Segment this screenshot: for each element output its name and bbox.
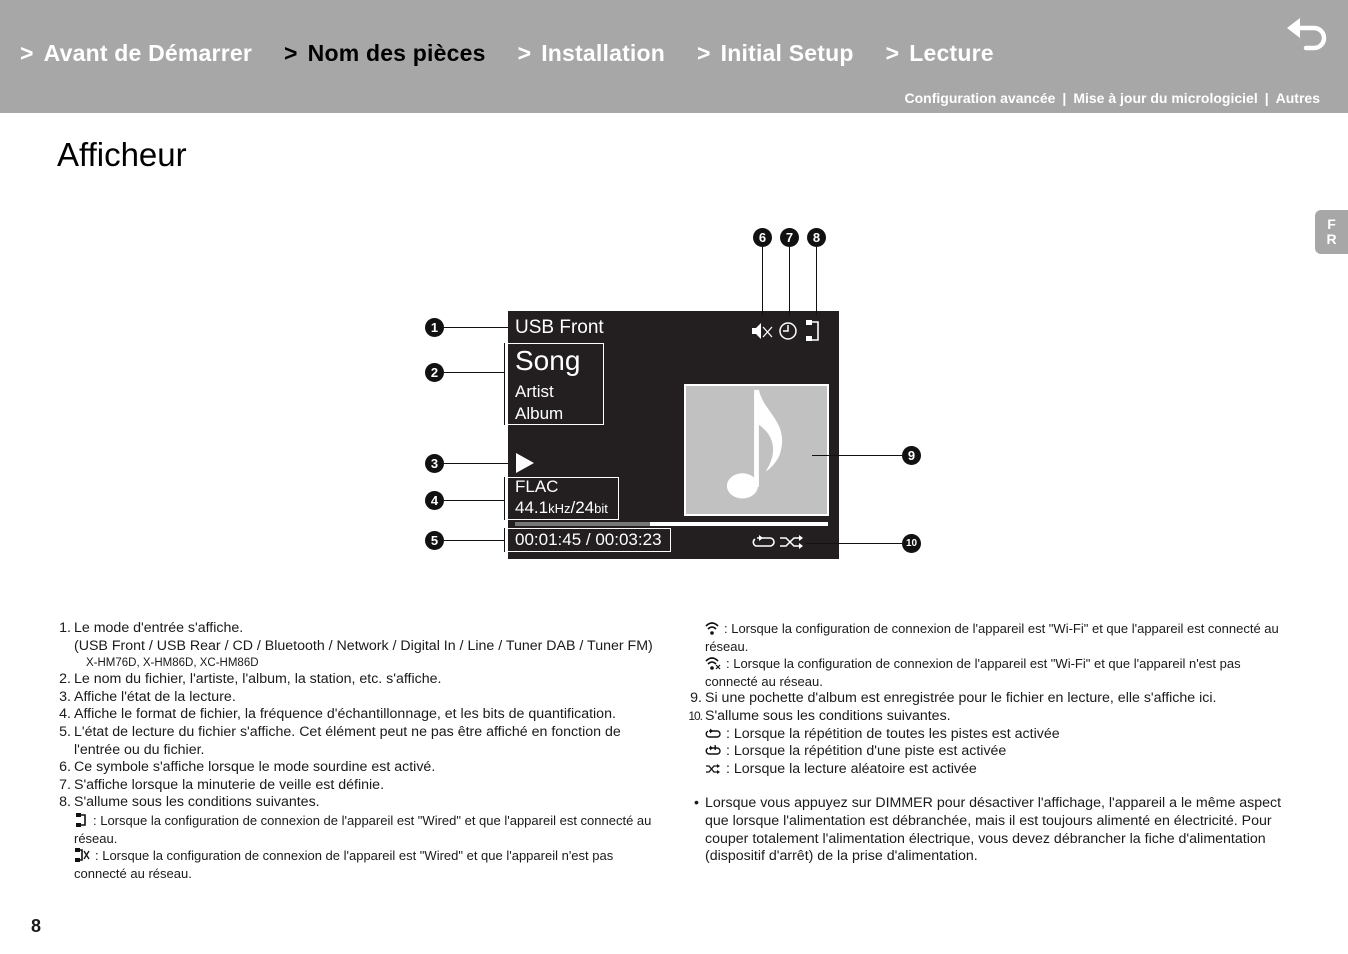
repeat-icon — [753, 535, 774, 546]
bits-separator: / — [570, 498, 576, 517]
repeat-all-note — [688, 726, 1288, 744]
list-item — [57, 689, 667, 707]
item-number: 8. — [59, 794, 71, 811]
subnav-separator: | — [1062, 90, 1067, 106]
bullet-note — [688, 795, 1288, 865]
leader-line — [812, 455, 902, 456]
leader-line — [444, 463, 508, 464]
subnav-autres[interactable]: Autres — [1275, 90, 1320, 106]
page-title: Afficheur — [57, 136, 187, 173]
note-text: : Lorsque la configuration de connexion de l'appareil est "Wi-Fi" et que l'appareil n'est pas connecté au réseau. — [705, 656, 1241, 689]
callout-2: 2 — [425, 363, 444, 382]
nav-installation[interactable] — [518, 40, 665, 67]
item-text: Le nom du fichier, l'artiste, l'album, la station, etc. s'affiche. — [74, 671, 442, 688]
item-number: 6. — [59, 759, 71, 776]
bits-unit: bit — [594, 501, 608, 516]
callout-4: 4 — [425, 491, 444, 510]
music-note-icon — [686, 386, 827, 514]
song-text: Song — [515, 345, 581, 376]
item-number: 1. — [59, 620, 71, 636]
format-bracket — [505, 477, 619, 520]
note-text: : Lorsque la configuration de connexion de l'appareil est "Wired" et que l'appareil est connecté au réseau. — [74, 812, 652, 846]
leader-bracket — [504, 343, 505, 425]
play-icon — [516, 453, 534, 473]
artist-text: Artist — [515, 382, 554, 401]
leader-line — [806, 543, 902, 544]
return-arrow-icon[interactable] — [1284, 14, 1330, 52]
leader-line — [789, 247, 790, 315]
mute-icon — [752, 323, 772, 339]
wired-disconnected-note — [57, 847, 667, 882]
list-item — [57, 794, 667, 812]
leader-line — [444, 372, 504, 373]
top-nav — [20, 40, 994, 67]
callout-7: 7 — [780, 228, 799, 247]
status-icons — [750, 320, 830, 342]
bottom-icons — [752, 534, 806, 550]
item-text: Le mode d'entrée s'affiche. — [74, 620, 244, 636]
nav-label: Avant de Démarrer — [43, 40, 252, 66]
input-mode-text: USB Front — [515, 317, 604, 338]
list-item — [57, 620, 667, 655]
note-text: : Lorsque la configuration de connexion de l'appareil est "Wi-Fi" et que l'appareil est connecté au réseau. — [705, 621, 1279, 654]
list-item — [57, 671, 667, 689]
list-item — [688, 708, 1288, 726]
leader-line — [762, 247, 763, 315]
leader-bracket — [504, 528, 505, 552]
model-note: X-HM76D, X-HM86D, XC-HM86D — [86, 657, 259, 670]
wifi-icon — [705, 621, 719, 635]
nav-prefix: > — [284, 40, 298, 66]
album-text: Album — [515, 404, 564, 423]
sub-nav — [905, 90, 1321, 106]
callout-10: 10 — [902, 534, 921, 553]
info-bracket — [505, 343, 604, 425]
nav-initial-setup[interactable] — [697, 40, 854, 67]
note-text: : Lorsque la configuration de connexion de l'appareil est "Wired" et que l'appareil n'est pas connecté au réseau. — [74, 848, 614, 881]
item-number: 4. — [59, 706, 71, 723]
repeat-one-note — [688, 743, 1288, 761]
progress-fill — [515, 522, 650, 526]
nav-label: Lecture — [909, 40, 994, 66]
left-column — [57, 620, 667, 882]
item-text: L'état de lecture du fichier s'affiche. Cet élément peut ne pas être affiché en fonction de l'entrée ou du fichier. — [74, 723, 621, 758]
time-text: 00:01:45 / 00:03:23 — [515, 530, 662, 549]
nav-prefix: > — [20, 40, 34, 66]
wired-network-icon — [74, 813, 88, 827]
page-number: 8 — [31, 916, 42, 936]
item-text: S'allume sous les conditions suivantes. — [705, 707, 951, 724]
list-item — [57, 777, 667, 795]
item-text: S'allume sous les conditions suivantes. — [74, 794, 320, 811]
callout-8: 8 — [807, 228, 826, 247]
item-text: (USB Front / USB Rear / CD / Bluetooth / Network / Digital In / Line / Tuner DAB / Tuner FM) — [74, 637, 653, 654]
nav-prefix: > — [517, 40, 532, 66]
item-text: S'affiche lorsque la minuterie de veille est définie. — [74, 776, 385, 793]
item-number: 7. — [59, 776, 71, 793]
note-text: : Lorsque la répétition de toutes les pistes est activée — [726, 725, 1060, 742]
subnav-separator: | — [1264, 90, 1269, 106]
list-item — [57, 724, 667, 759]
leader-line — [444, 540, 504, 541]
album-art — [684, 384, 829, 516]
callout-9: 9 — [902, 446, 921, 465]
bullet-text: Lorsque vous appuyez sur DIMMER pour désactiver l'affichage, l'appareil a le même aspect que lorsque l'alimentation est débranchée, mais il est toujours alimenté en électricité. Pour couper totalement l'alimentation électrique, vous devez débrancher la fiche d'alimentation (dispositif d'arrêt) de la prise d'alimentation. — [705, 795, 1282, 865]
item-number: 5. — [59, 723, 71, 740]
lang-letter: R — [1326, 231, 1337, 247]
nav-lecture[interactable] — [886, 40, 994, 67]
note-text: : Lorsque la lecture aléatoire est activée — [726, 760, 977, 777]
item-number: 2. — [59, 671, 71, 688]
item-number: 10. — [688, 708, 702, 723]
repeat-one-icon — [705, 745, 721, 757]
rate-unit: kHz — [548, 501, 571, 516]
nav-label: Nom des pièces — [307, 40, 486, 66]
progress-bar — [515, 522, 828, 526]
leader-line — [444, 327, 508, 328]
item-text: Affiche le format de fichier, la fréquence d'échantillonnage, et les bits de quantification. — [74, 706, 616, 723]
list-item — [688, 690, 1288, 708]
item-text: Si une pochette d'album est enregistrée pour le fichier en lecture, elle s'affiche ici. — [705, 690, 1217, 707]
nav-prefix: > — [885, 40, 900, 66]
callout-6: 6 — [753, 228, 772, 247]
wifi-disconnected-note — [688, 655, 1288, 690]
wired-network-icon — [806, 320, 818, 341]
repeat-all-icon — [705, 728, 721, 740]
shuffle-icon — [705, 763, 721, 775]
leader-line — [444, 500, 504, 501]
callout-1: 1 — [425, 318, 444, 337]
format-text: FLAC — [515, 477, 559, 496]
sleep-timer-icon — [780, 323, 796, 339]
wifi-disconnected-icon — [705, 656, 721, 670]
display-screen — [508, 311, 839, 559]
leader-line — [816, 247, 817, 315]
item-number: 9. — [690, 690, 702, 707]
nav-prefix: > — [697, 40, 711, 66]
item-number: 3. — [59, 688, 71, 705]
time-bracket — [505, 528, 671, 552]
subnav-configuration-avancee[interactable]: Configuration avancée — [904, 90, 1056, 106]
bits-value: 24 — [575, 498, 595, 517]
bullet-dot: • — [694, 795, 699, 812]
callout-5: 5 — [425, 531, 444, 550]
leader-bracket — [504, 477, 505, 520]
note-text: : Lorsque la répétition d'une piste est activée — [726, 743, 1007, 760]
wifi-connected-note — [688, 620, 1288, 655]
language-tab — [1315, 210, 1348, 254]
rate-value: 44.1 — [515, 498, 549, 517]
header-bar — [0, 0, 1348, 113]
right-column — [688, 620, 1288, 866]
wired-connected-note — [57, 812, 667, 847]
nav-avant-de-demarrer[interactable] — [20, 40, 252, 67]
subnav-mise-a-jour[interactable]: Mise à jour du micrologiciel — [1073, 90, 1258, 106]
shuffle-icon — [780, 535, 803, 549]
wired-disconnected-icon — [74, 848, 90, 862]
nav-label: Initial Setup — [720, 40, 854, 66]
list-item — [57, 759, 667, 777]
lang-letter: F — [1327, 216, 1336, 232]
list-item — [57, 706, 667, 724]
shuffle-note — [688, 761, 1288, 779]
item-text: Affiche l'état de la lecture. — [74, 688, 236, 705]
callout-3: 3 — [425, 454, 444, 473]
nav-label: Installation — [541, 40, 666, 66]
item-text: Ce symbole s'affiche lorsque le mode sourdine est activé. — [74, 759, 436, 776]
nav-nom-des-pieces[interactable] — [284, 40, 486, 67]
